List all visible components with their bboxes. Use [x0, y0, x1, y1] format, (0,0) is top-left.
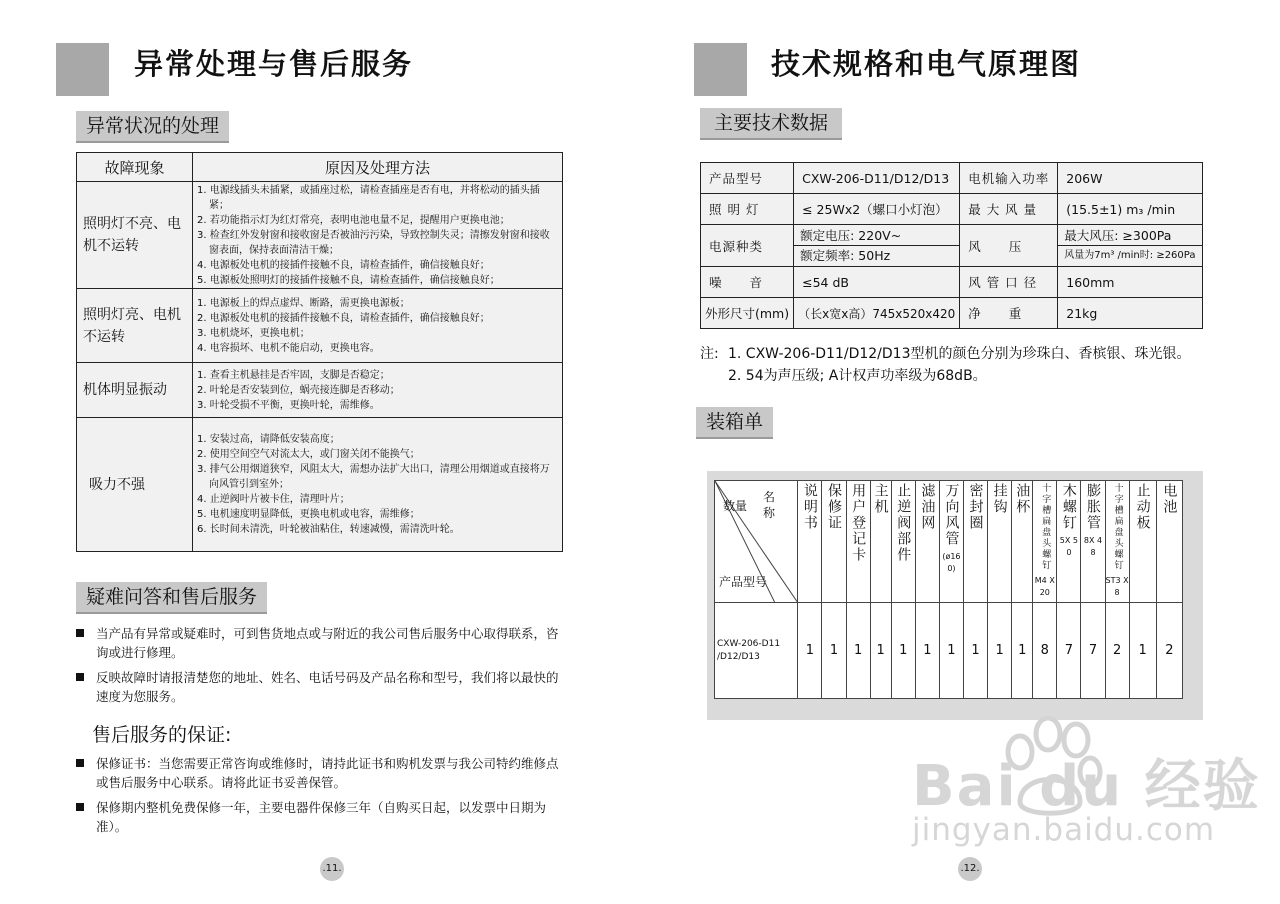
fix-line: 1. 安装过高，请降低安装高度； [197, 434, 340, 445]
bullet-square-icon [76, 629, 84, 637]
symptom-cell: 吸力不强 [77, 418, 193, 552]
packing-item-spec: 5X 50 [1059, 536, 1078, 557]
spec-value: （长x宽x高）745x520x420 [794, 298, 960, 329]
packing-item-name: 说明书 [801, 483, 818, 531]
packing-qty-cell: 1 [870, 603, 891, 699]
fix-line: 2. 若功能指示灯为红灯常亮，表明电池电量不足，提醒用户更换电池； [197, 214, 510, 226]
spec-label: 风 管 口 径 [960, 267, 1058, 298]
packing-qty-cell: 8 [1033, 603, 1057, 699]
packing-item-header [846, 481, 870, 603]
list-item [74, 798, 568, 836]
spec-label: 风 压 [960, 225, 1058, 267]
spec-value: 206W [1058, 163, 1203, 194]
fix-cell [193, 289, 563, 363]
packing-item-spec: 8X 48 [1083, 536, 1103, 557]
trouble-table-header [77, 153, 563, 182]
spec-value [1058, 225, 1203, 267]
packing-item-header [1081, 481, 1105, 603]
section-heading-packing: 装箱单 [696, 407, 773, 439]
symptom-cell: 照明灯亮、电机不运转 [77, 289, 193, 363]
fix-line: 1. 电源线插头未插紧，或插座过松，请检查插座是否有电，并将松动的插头插紧； [197, 184, 540, 211]
watermark-logo-text: Bai du 经验 [912, 754, 1261, 819]
section-heading-faq: 疑难问答和售后服务 [76, 582, 267, 614]
pressure-at-value: 风量为7m³ /min时: ≥260Pa [1058, 245, 1202, 265]
packing-item-name: 十字槽扁盘头螺钉 [1112, 483, 1123, 571]
section-heading-troubleshooting: 异常状况的处理 [76, 111, 229, 143]
packing-item-header [1012, 481, 1033, 603]
notes-prefix: 注: [700, 346, 719, 362]
spec-value [794, 225, 960, 267]
spec-label: 外形尺寸(mm) [701, 298, 794, 329]
fix-line: 3. 电机烧坏，更换电机； [197, 327, 310, 339]
packing-qty-cell: 2 [1156, 603, 1182, 699]
fix-line: 3. 叶轮受损不平衡，更换叶轮，需维修。 [197, 399, 380, 411]
fix-line: 2. 电源板处电机的接插件接触不良，请检查插件，确信接触良好； [197, 312, 490, 324]
fix-line: 5. 电源板处照明灯的接插件接触不良，请检查插件，确信接触良好； [197, 274, 500, 286]
guarantee-list [74, 754, 568, 842]
list-item-text: 保修证书：当您需要正常咨询或维修时，请持此证书和购机发票与我公司特约维修点或售后服务中心联系。请将此证书妥善保管。 [96, 756, 559, 790]
corner-name: 名 称 [763, 490, 788, 520]
right-page-title: 技术规格和电气原理图 [771, 47, 1082, 81]
frequency-value: 额定频率: 50Hz [794, 245, 959, 265]
list-item-text: 保修期内整机免费保修一年，主要电器件保修三年（自购买日起，以发票中日期为准）。 [96, 800, 547, 834]
symptom-cell: 照明灯不亮、电机不运转 [77, 182, 193, 289]
packing-qty-cell: 1 [822, 603, 846, 699]
packing-qty-row [715, 603, 1183, 699]
packing-item-header [1129, 481, 1156, 603]
list-item [74, 754, 568, 792]
fix-line: 4. 电源板处电机的接插件接触不良，请检查插件，确信接触良好； [197, 259, 490, 271]
fix-line: 3. 检查红外发射窗和接收窗是否被油污污染，导致控制失灵；清擦发射窗和接收窗表面，保持表面清洁干燥； [197, 229, 550, 256]
section-heading-specs: 主要技术数据 [700, 108, 842, 140]
packing-item-name: 挂钩 [991, 483, 1008, 515]
left-page-title: 异常处理与售后服务 [134, 47, 414, 81]
list-item-text: 当产品有异常或疑难时，可到售货地点或与附近的我公司售后服务中心取得联系，咨询或进行修理。 [96, 626, 559, 660]
corner-model: 产品型号 [719, 575, 768, 589]
packing-item-header [1033, 481, 1057, 603]
packing-item-header [798, 481, 822, 603]
spec-table [700, 162, 1203, 329]
page-number-right: .12. [958, 857, 982, 881]
packing-item-name: 止动板 [1134, 483, 1151, 531]
left-title-marker [56, 43, 109, 96]
list-item [74, 668, 568, 706]
packing-item-header [988, 481, 1012, 603]
packing-table [714, 480, 1183, 699]
packing-item-name: 油杯 [1014, 483, 1031, 515]
spec-value: CXW-206-D11/D12/D13 [794, 163, 960, 194]
corner-qty: 数量 [723, 499, 748, 513]
packing-item-spec: ST3 X8 [1105, 576, 1129, 597]
table-row [77, 182, 563, 289]
packing-qty-cell: 1 [915, 603, 939, 699]
fix-cell [193, 363, 563, 418]
note-line: 1. CXW-206-D11/D12/D13型机的颜色分别为珍珠白、香槟银、珠光银。 [728, 346, 1191, 362]
packing-item-header [915, 481, 939, 603]
bullet-square-icon [76, 759, 84, 767]
fix-line: 3. 排气公用烟道狭窄，风阻太大，需想办法扩大出口，清理公用烟道或直接将万向风管引到室外； [197, 464, 550, 490]
packing-item-header [939, 481, 963, 603]
bullet-square-icon [76, 673, 84, 681]
fix-line: 4. 止逆阀叶片被卡住，清理叶片； [197, 494, 350, 505]
packing-item-spec: M4 X20 [1034, 576, 1055, 597]
packing-item-header [822, 481, 846, 603]
spec-label: 产品型号 [701, 163, 794, 194]
packing-qty-cell: 7 [1081, 603, 1105, 699]
packing-header-row [715, 481, 1183, 603]
spec-label: 净 重 [960, 298, 1058, 329]
packing-model-cell: CXW-206-D11 /D12/D13 [715, 603, 798, 699]
spec-label: 噪 音 [701, 267, 794, 298]
packing-item-name: 电池 [1161, 483, 1178, 515]
table-row [77, 289, 563, 363]
symptom-cell: 机体明显振动 [77, 363, 193, 418]
packing-item-header [870, 481, 891, 603]
spec-value: (15.5±1) m₃ /min [1058, 194, 1203, 225]
fix-line: 5. 电机速度明显降低，更换电机或电容，需维修； [197, 509, 420, 520]
packing-item-spec: (ø160) [942, 552, 961, 573]
packing-item-name: 滤油网 [919, 483, 936, 531]
packing-item-name: 十字槽扁盘头螺钉 [1040, 483, 1051, 571]
packing-item-header [1156, 481, 1182, 603]
packing-item-name: 密封圈 [967, 483, 984, 531]
packing-item-name: 主机 [872, 483, 889, 515]
packing-item-header [1057, 481, 1081, 603]
fix-line: 2. 叶轮是否安装到位，蜗壳接连脚是否移动； [197, 384, 400, 396]
packing-qty-cell: 7 [1057, 603, 1081, 699]
max-pressure-value: 最大风压: ≥300Pa [1064, 228, 1172, 243]
bullet-square-icon [76, 803, 84, 811]
packing-item-name: 止逆阀部件 [895, 483, 912, 563]
spec-label: 照 明 灯 [701, 194, 794, 225]
table-row [701, 298, 1203, 329]
fix-cell [193, 182, 563, 289]
packing-qty-cell: 1 [939, 603, 963, 699]
packing-qty-cell: 1 [798, 603, 822, 699]
packing-corner-cell [715, 481, 798, 603]
watermark-url: jingyan.baidu.com [912, 812, 1216, 848]
page-number-left: .11. [320, 857, 344, 881]
packing-qty-cell: 1 [988, 603, 1012, 699]
trouble-table [76, 152, 563, 552]
fix-line: 2. 使用空间空气对流太大，或门窗关闭不能换气； [197, 449, 420, 460]
packing-qty-cell: 1 [1012, 603, 1033, 699]
note-line: 2. 54为声压级; A计权声功率级为68dB。 [728, 368, 987, 384]
packing-item-name: 保修证 [825, 483, 842, 531]
fix-line: 1. 查看主机悬挂是否牢固，支脚是否稳定； [197, 369, 390, 381]
packing-item-name: 膨胀管 [1084, 483, 1101, 531]
spec-value: ≤ 25Wx2（螺口小灯泡） [794, 194, 960, 225]
packing-item-name: 万向风管 [943, 483, 960, 547]
table-row [77, 418, 563, 552]
table-row [701, 163, 1203, 194]
spec-value: 21kg [1058, 298, 1203, 329]
packing-qty-cell: 1 [963, 603, 987, 699]
spec-value: 160mm [1058, 267, 1203, 298]
faq-list [74, 624, 568, 712]
header-symptom: 故障现象 [77, 153, 193, 182]
list-item [74, 624, 568, 662]
packing-qty-cell: 1 [1129, 603, 1156, 699]
fix-line: 4. 电容损坏、电机不能启动，更换电容。 [197, 342, 380, 354]
guarantee-title: 售后服务的保证: [92, 724, 232, 746]
spec-notes [700, 343, 1260, 387]
fix-line: 6. 长时间未清洗，叶轮被油粘住，转速减慢，需清洗叶轮。 [197, 524, 460, 535]
list-item-text: 反映故障时请报清楚您的地址、姓名、电话号码及产品名称和型号，我们将以最快的速度为您服务。 [96, 670, 559, 704]
packing-qty-cell: 2 [1105, 603, 1129, 699]
packing-item-header [963, 481, 987, 603]
fix-line: 1. 电源板上的焊点虚焊、断路，需更换电源板； [197, 297, 410, 309]
right-title-marker [694, 43, 747, 96]
packing-qty-cell: 1 [891, 603, 915, 699]
spec-value: ≤54 dB [794, 267, 960, 298]
spec-label: 电机输入功率 [960, 163, 1058, 194]
packing-item-name: 木螺钉 [1060, 483, 1077, 531]
table-row [77, 363, 563, 418]
packing-qty-cell: 1 [846, 603, 870, 699]
header-cause: 原因及处理方法 [193, 153, 563, 182]
table-row [701, 267, 1203, 298]
packing-item-header [891, 481, 915, 603]
packing-item-header [1105, 481, 1129, 603]
spec-label: 电源种类 [701, 225, 794, 267]
table-row [701, 225, 1203, 267]
fix-cell [193, 418, 563, 552]
voltage-value: 额定电压: 220V~ [800, 228, 902, 243]
spec-label: 最 大 风 量 [960, 194, 1058, 225]
table-row [701, 194, 1203, 225]
packing-item-name: 用户登记卡 [850, 483, 867, 563]
